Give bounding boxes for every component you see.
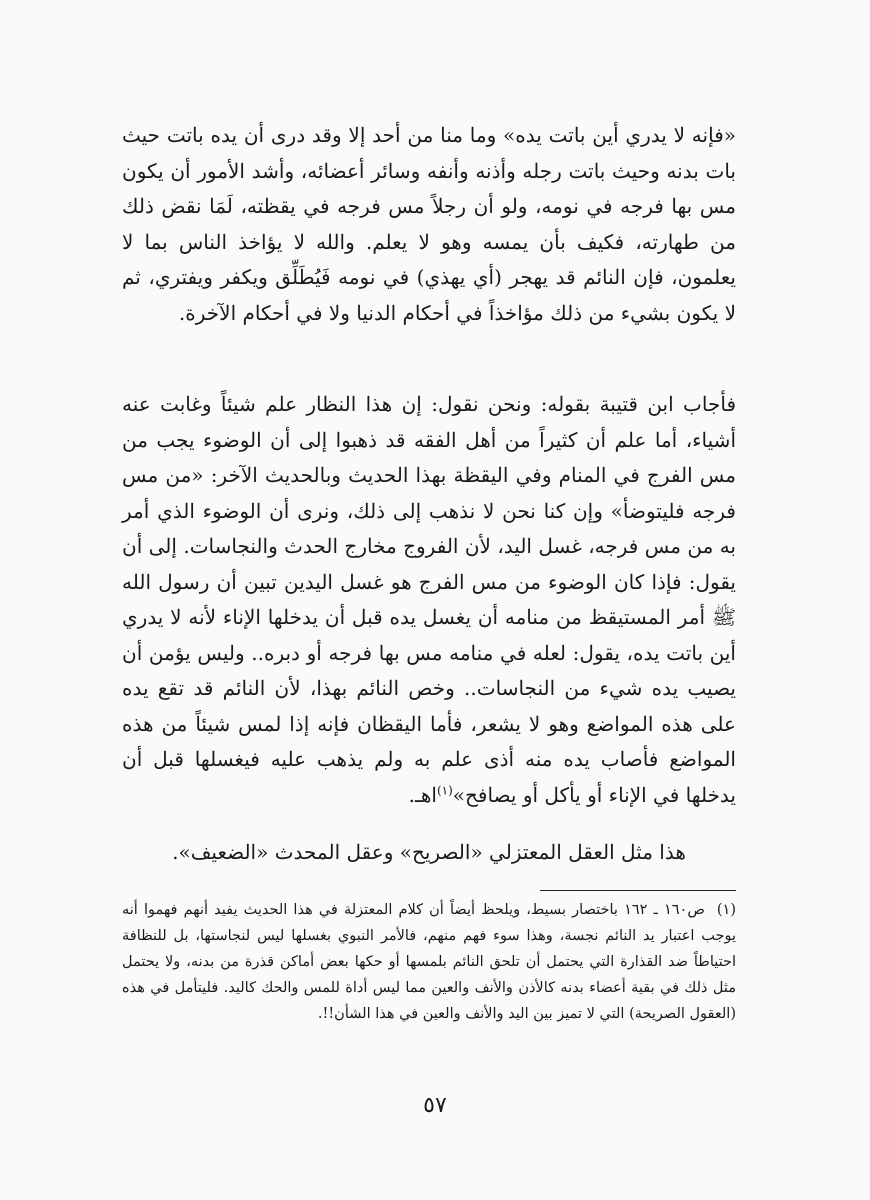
paragraph-text: هذا مثل العقل المعتزلي «الصريح» وعقل المحدث «الضعيف». — [172, 840, 686, 864]
footnote — [122, 897, 736, 1027]
paragraph-hadith-argument — [122, 118, 736, 331]
paragraph-conclusion — [122, 834, 736, 870]
footnote-text: ص١٦٠ ـ ١٦٢ باختصار بسيط، ويلحظ أيضاً أن كلام المعتزلة في هذا الحديث يفيد أنهم فهموا أنه يوجب اعتبار يد النائم نجسة، وهذا سوء فهم منهم، فالأمر النبوي بغسلها ليس لنجاستها، بل للنظافة احتياطاً ضد القذارة التي يحتمل أن تلحق النائم بلمسها أو حكها بعض أماكن قذرة من بدنه، ولا يحتمل مثل ذلك في بقية أعضاء بدنه كالأذن والأنف والعين مما ليس أداة للمس والحك كاليد. فليتأمل في هذه (العقول الصريحة) التي لا تميز بين اليد والأنف والعين في هذا الشأن!!. — [122, 902, 736, 1022]
paragraph-text: «فإنه لا يدري أين باتت يده» وما منا من أحد إلا وقد درى أن يده باتت حيث بات بدنه وحيث باتت رجله وأذنه وأنفه وسائر أعضائه، وأشد الأمور أن يكون مس بها فرجه في نومه، ولو أن رجلاً مس فرجه في يقظته، لَمَا نقض ذلك من طهارته، فكيف بأن يمسه وهو لا يعلم. والله لا يؤاخذ الناس بما لا يعلمون، فإن النائم قد يهجر (أي يهذي) في نومه فَيُطَلِّق ويكفر ويفتري، ثم لا يكون بشيء من ذلك مؤاخذاً في أحكام الدنيا ولا في أحكام الآخرة. — [122, 123, 736, 325]
paragraph-ending: اهـ. — [408, 782, 437, 807]
footnote-reference: (١) — [436, 782, 453, 797]
paragraph-text: فأجاب ابن قتيبة بقوله: ونحن نقول: إن هذا النظار علم شيئاً وغابت عنه أشياء، أما علم أن كثيراً من أهل الفقه قد ذهبوا إلى أن الوضوء يجب من مس الفرج في المنام وفي اليقظة بهذا الحديث وبالحديث الآخر: «من مس فرجه فليتوضأ» وإن كنا نحن لا نذهب إلى ذلك، ونرى أن الوضوء الذي أمر به من مس فرجه، غسل اليد، لأن الفروج مخارج الحدث والنجاسات. إلى أن يقول: فإذا كان الوضوء من مس الفرج هو غسل اليدين تبين أن رسول الله ﷺ أمر المستيقظ من منامه أن يغسل يده قبل أن يدخلها الإناء لأنه لا يدري أين باتت يده، يقول: لعله في منامه مس بها فرجه أو دبره.. وليس يؤمن أن يصيب يده شيء من النجاسات.. وخص النائم بهذا، لأن النائم قد تقع يده على هذه المواضع وهو لا يشعر، فأما اليقظان فإنه إذا لمس شيئاً من هذه المواضع فأصاب يده منه أذى علم به ولم يذهب عليه فيغسلها قبل أن يدخلها في الإناء أو يأكل أو يصافح» — [122, 392, 736, 807]
paragraph-body — [122, 387, 736, 813]
page-number: ٥٧ — [423, 1093, 447, 1118]
footnote-marker: (١) — [716, 902, 736, 918]
footnote-separator — [540, 890, 736, 891]
paragraph-ibn-qutaybah-reply — [122, 387, 736, 813]
